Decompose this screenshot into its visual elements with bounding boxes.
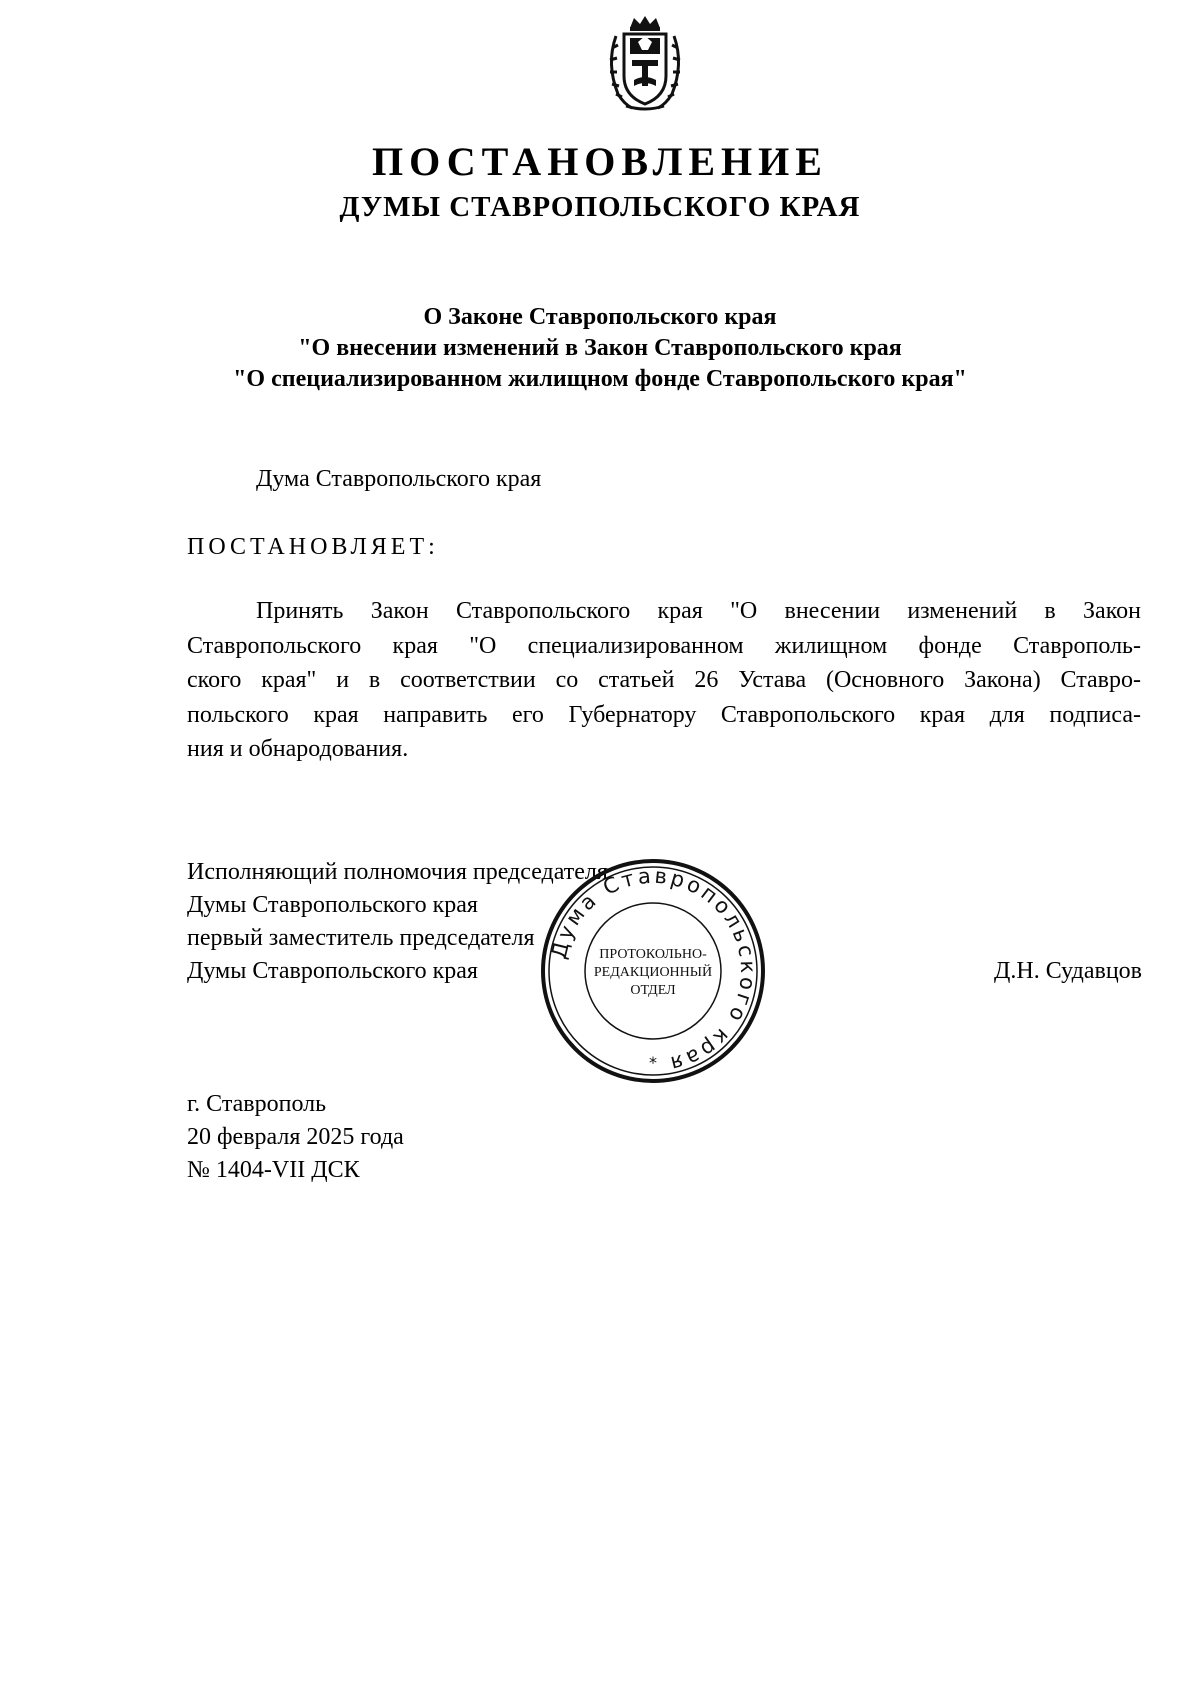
coat-of-arms-emblem xyxy=(602,14,688,114)
resolution-body xyxy=(187,594,1141,767)
crown-icon xyxy=(630,16,660,31)
city-text: г. Ставрополь xyxy=(187,1091,327,1117)
stamp-inner-line: РЕДАКЦИОННЫЙ xyxy=(593,965,713,980)
subject-line: "О специализированном жилищном фонде Ставропольского края" xyxy=(233,366,967,392)
signatory-title-line: Думы Ставропольского края xyxy=(187,958,478,984)
signatory-title-line: первый заместитель председателя xyxy=(187,925,535,951)
star-icon: * xyxy=(649,1053,657,1072)
document-number: № 1404-VII ДСК xyxy=(187,1157,360,1183)
body-line: ния и обнародования. xyxy=(187,736,409,762)
stamp-outer-text: Дума Ставропольского края xyxy=(546,863,761,1077)
stamp-inner-line: ПРОТОКОЛЬНО- xyxy=(599,947,707,962)
signatory-title-line: Исполняющий полномочия председателя xyxy=(187,859,608,885)
body-line: Ставропольского края "О специализированном жилищном фонде Ставрополь- xyxy=(187,632,1141,659)
place-date-number xyxy=(187,1088,404,1187)
date-text: 20 февраля 2025 года xyxy=(187,1124,404,1150)
authority-text: Дума Ставропольского края xyxy=(256,466,542,492)
document-type-title: ПОСТАНОВЛЕНИЕ xyxy=(372,139,828,184)
body-line: ского края" и в соответствии со статьей 26 Устава (Основного Закона) Ставро- xyxy=(187,667,1141,693)
body-line: польского края направить его Губернатору Ставропольского края для подписа- xyxy=(187,701,1141,728)
signatory-name: Д.Н. Судавцов xyxy=(994,958,1142,984)
body-line: Принять Закон Ставропольского края "О внесении изменений в Закон xyxy=(256,598,1141,624)
signatory-title-line: Думы Ставропольского края xyxy=(187,892,478,918)
subject-line: О Законе Ставропольского края xyxy=(423,304,777,330)
document-subject xyxy=(0,302,1200,395)
official-stamp xyxy=(540,858,766,1084)
issuer-title: ДУМЫ СТАВРОПОЛЬСКОГО КРАЯ xyxy=(339,191,861,223)
stamp-inner-line: ОТДЕЛ xyxy=(630,983,676,998)
resolves-heading: ПОСТАНОВЛЯЕТ: xyxy=(187,534,439,560)
subject-line: "О внесении изменений в Закон Ставропольского края xyxy=(298,335,902,361)
